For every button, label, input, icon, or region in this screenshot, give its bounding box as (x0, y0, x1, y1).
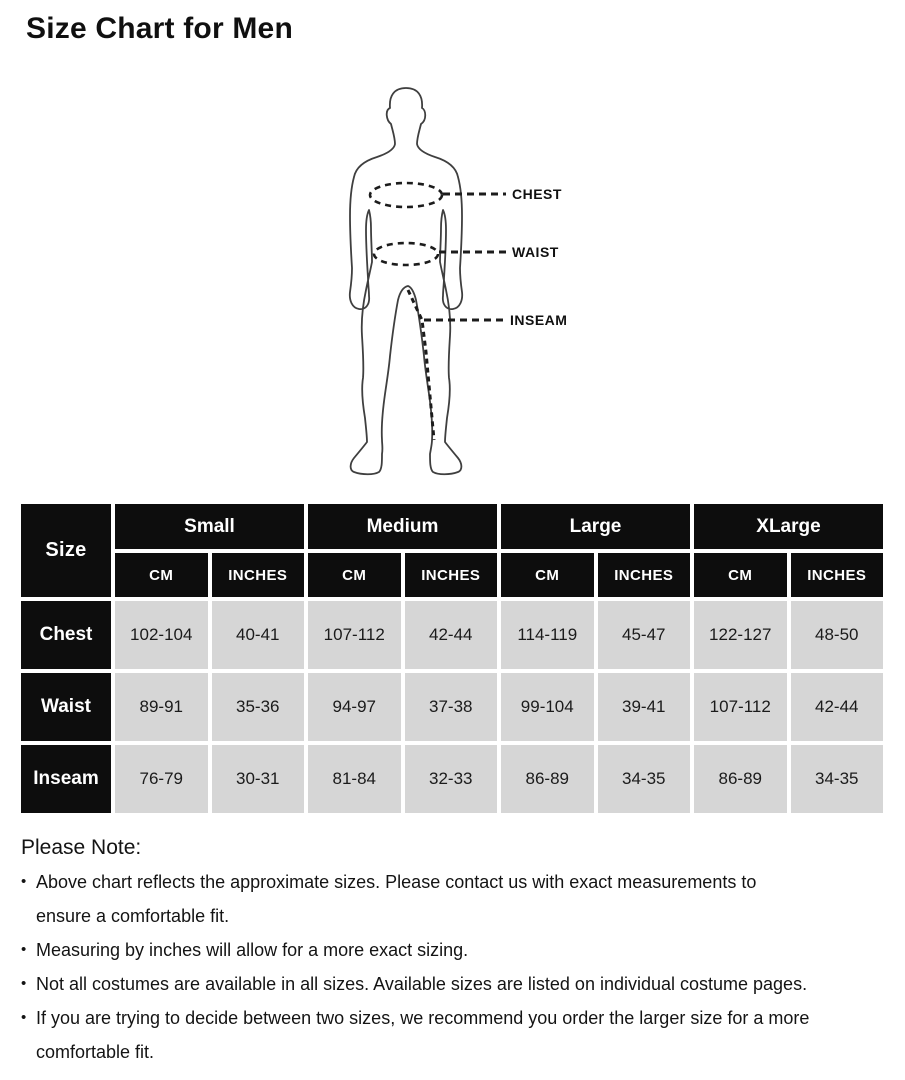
size-chart-table (17, 500, 887, 817)
cell-value: 86-89 (694, 745, 787, 813)
table-row-waist (21, 673, 883, 741)
waist-label: WAIST (512, 244, 559, 260)
cell-value: 34-35 (791, 745, 884, 813)
table-corner-size: Size (21, 504, 111, 597)
cell-value: 42-44 (791, 673, 884, 741)
cell-value: 81-84 (308, 745, 401, 813)
unit-header-cm: CM (308, 553, 401, 597)
cell-value: 48-50 (791, 601, 884, 669)
cell-value: 35-36 (212, 673, 305, 741)
cell-value: 94-97 (308, 673, 401, 741)
note-item (23, 967, 890, 1001)
row-label-waist: Waist (21, 673, 111, 741)
cell-value: 122-127 (694, 601, 787, 669)
unit-header-inches: INCHES (405, 553, 498, 597)
unit-header-cm: CM (501, 553, 594, 597)
cell-value: 99-104 (501, 673, 594, 741)
note-line: • Above chart reflects the approximate sizes. Please contact us with exact measurements to (36, 872, 757, 892)
cell-value: 107-112 (694, 673, 787, 741)
table-row-inseam (21, 745, 883, 813)
cell-value: 30-31 (212, 745, 305, 813)
cell-value: 76-79 (115, 745, 208, 813)
male-body-outline-figure (320, 80, 620, 490)
body-silhouette (350, 88, 462, 474)
notes-heading: Please Note: (21, 836, 142, 859)
group-header-xlarge: XLarge (694, 504, 883, 549)
note-item (23, 865, 890, 933)
note-line: • Not all costumes are available in all sizes. Available sizes are listed on individual costume pages. (36, 974, 808, 994)
unit-header-cm: CM (694, 553, 787, 597)
cell-value: 37-38 (405, 673, 498, 741)
row-label-chest: Chest (21, 601, 111, 669)
note-line: • If you are trying to decide between two sizes, we recommend you order the larger size for a more (36, 1008, 810, 1028)
cell-value: 89-91 (115, 673, 208, 741)
notes-section (0, 836, 890, 1069)
cell-value: 32-33 (405, 745, 498, 813)
note-line: comfortable fit. (36, 1042, 155, 1062)
cell-value: 45-47 (598, 601, 691, 669)
page-title: Size Chart for Men (26, 12, 293, 45)
cell-value: 86-89 (501, 745, 594, 813)
inseam-label: INSEAM (510, 312, 568, 328)
row-label-inseam: Inseam (21, 745, 111, 813)
group-header-small: Small (115, 504, 304, 549)
cell-value: 39-41 (598, 673, 691, 741)
group-header-medium: Medium (308, 504, 497, 549)
cell-value: 40-41 (212, 601, 305, 669)
chest-label: CHEST (512, 186, 562, 202)
note-item (23, 933, 890, 967)
unit-header-inches: INCHES (598, 553, 691, 597)
cell-value: 114-119 (501, 601, 594, 669)
cell-value: 34-35 (598, 745, 691, 813)
table-row-chest (21, 601, 883, 669)
cell-value: 102-104 (115, 601, 208, 669)
measurement-diagram (320, 80, 620, 490)
cell-value: 42-44 (405, 601, 498, 669)
unit-header-cm: CM (115, 553, 208, 597)
group-header-large: Large (501, 504, 690, 549)
notes-list (0, 865, 890, 1069)
note-item (23, 1001, 890, 1069)
unit-header-inches: INCHES (791, 553, 884, 597)
note-line: • Measuring by inches will allow for a more exact sizing. (36, 940, 469, 960)
note-line: ensure a comfortable fit. (36, 906, 230, 926)
cell-value: 107-112 (308, 601, 401, 669)
unit-header-inches: INCHES (212, 553, 305, 597)
